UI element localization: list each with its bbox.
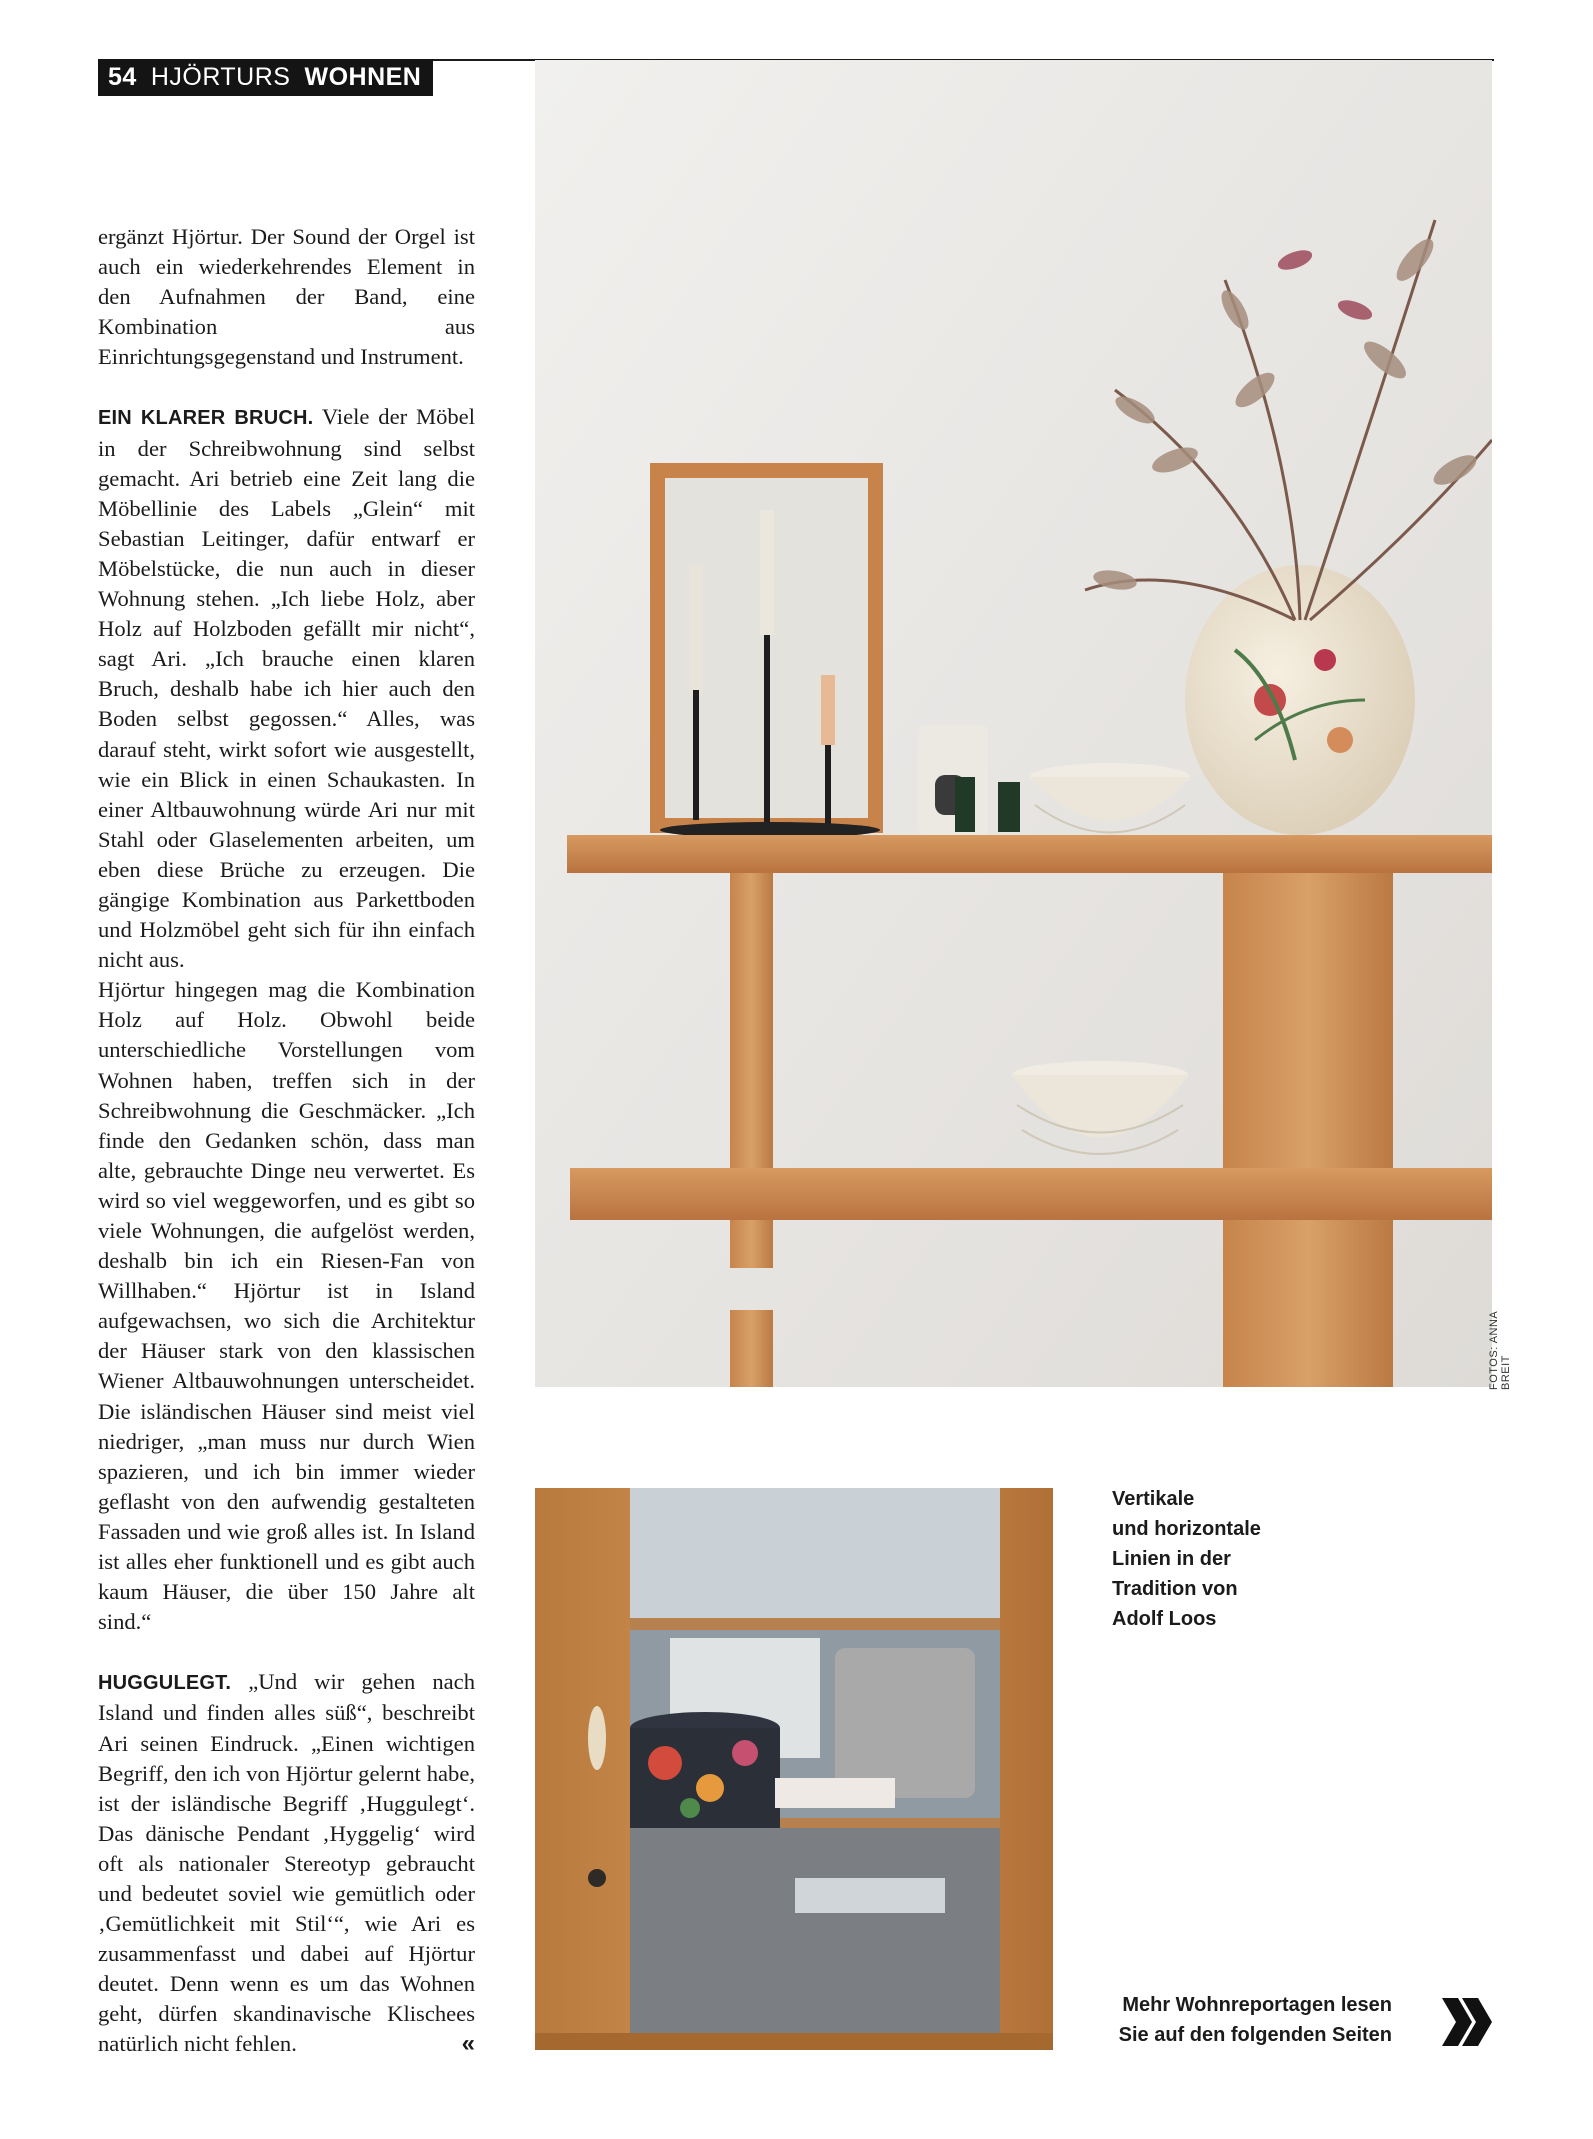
caption-line-3: Linien in der bbox=[1112, 1548, 1231, 1570]
caption-line-2: und horizontale bbox=[1112, 1518, 1261, 1540]
subheading-ein-klarer-bruch: EIN KLARER BRUCH. bbox=[98, 407, 314, 430]
paragraph-3: Hjörtur hingegen mag die Kombination Holz auf Holz. Obwohl beide unterschiedliche Vorstellungen vom Wohnen haben, treffen sich in der Schreibwohnung die Geschmäcker. „Ich finde den Gedanken schön, dass man alte, gebrauchte Dinge neu verwertet. Es wird so viel weggeworfen, und es gibt so viele Wohnungen, die aufgelöst werden, deshalb bin ich ein Riesen-Fan von Willhaben.“ Hjörtur ist in Island aufgewachsen, wo sich die Architektur der Häuser stark von den klassischen Wiener Altbauwohnungen unterscheidet. Die isländischen Häuser sind meist viel niedriger, „man muss nur durch Wien spazieren, und ich bin immer wieder geflasht von den aufwendig gestalteten Fassaden und wie groß alles ist. In Island ist alles eher funktionell und es gibt auch kaum Häuser, die über 150 Jahre alt sind.“ bbox=[98, 977, 475, 1635]
photo-caption bbox=[1112, 1484, 1312, 1634]
paragraph-4 bbox=[98, 1667, 475, 2059]
article-column bbox=[98, 222, 475, 2060]
continue-teaser bbox=[1112, 1990, 1392, 2050]
page-header-tag bbox=[98, 59, 433, 96]
paragraph-2-text: Viele der Möbel in der Schreibwohnung sind selbst gemacht. Ari betrieb eine Zeit lang die Möbellinie des Labels „Glein“ mit Sebastian Leitinger, dafür entwarf er Möbelstücke, die nun auch in dieser Wohnung stehen. „Ich liebe Holz, aber Holz auf Holzboden gefällt mir nicht“, sagt Ari. „Ich brauche einen klaren Bruch, deshalb habe ich hier auch den Boden selbst gegossen.“ Alles, was darauf steht, wirkt sofort wie ausgestellt, wie ein Blick in einen Schaukasten. In einer Altbauwohnung würde Ari nur mit Stahl oder Glaselementen arbeiten, um eben diese Brüche zu erzeugen. Die gängige Kombination aus Parkettboden und Holzmöbel geht sich für ihn einfach nicht aus. bbox=[98, 404, 475, 973]
double-chevron-right-icon bbox=[1440, 1996, 1495, 2048]
page-number: 54 bbox=[108, 63, 137, 91]
caption-line-5: Adolf Loos bbox=[1112, 1608, 1217, 1630]
brand-name: HJÖRTURS bbox=[150, 63, 291, 91]
paragraph-2 bbox=[98, 402, 475, 975]
caption-line-1: Vertikale bbox=[1112, 1488, 1195, 1510]
subheading-huggulegt: HUGGULEGT. bbox=[98, 1672, 232, 1695]
cabinet-photo bbox=[535, 1488, 1053, 2050]
continue-line-2: Sie auf den folgenden Seiten bbox=[1118, 2024, 1392, 2046]
caption-line-4: Tradition von bbox=[1112, 1578, 1238, 1600]
paragraph-4-text: „Und wir gehen nach Island und finden alles süß“, beschreibt Ari seinen Eindruck. „Einen wichtigen Begriff, den ich von Hjörtur gelernt habe, ist der isländische Begriff ‚Huggulegt‘. Das dänische Pendant ‚Hyggelig‘ wird oft als nationaler Stereotyp gebraucht und bedeutet soviel wie gemütlich oder ‚Gemütlichkeit mit Stil‘“, wie Ari es zusammenfasst und dabei auf Hjörtur deutet. Denn wenn es um das Wohnen geht, dürfen skandinavische Klischees natürlich nicht fehlen. bbox=[98, 1669, 475, 2057]
shelf-photo bbox=[535, 60, 1492, 1387]
continue-line-1: Mehr Wohnreportagen lesen bbox=[1122, 1994, 1392, 2016]
section-name: WOHNEN bbox=[304, 63, 422, 91]
photo-credit: FOTOS: ANNA BREIT bbox=[1488, 1311, 1512, 1390]
end-mark: « bbox=[461, 2030, 475, 2058]
paragraph-1: ergänzt Hjörtur. Der Sound der Orgel ist auch ein wiederkehrendes Element in den Aufnahmen der Band, eine Kombination aus Einrichtungsgegenstand und Instrument. bbox=[98, 224, 475, 370]
